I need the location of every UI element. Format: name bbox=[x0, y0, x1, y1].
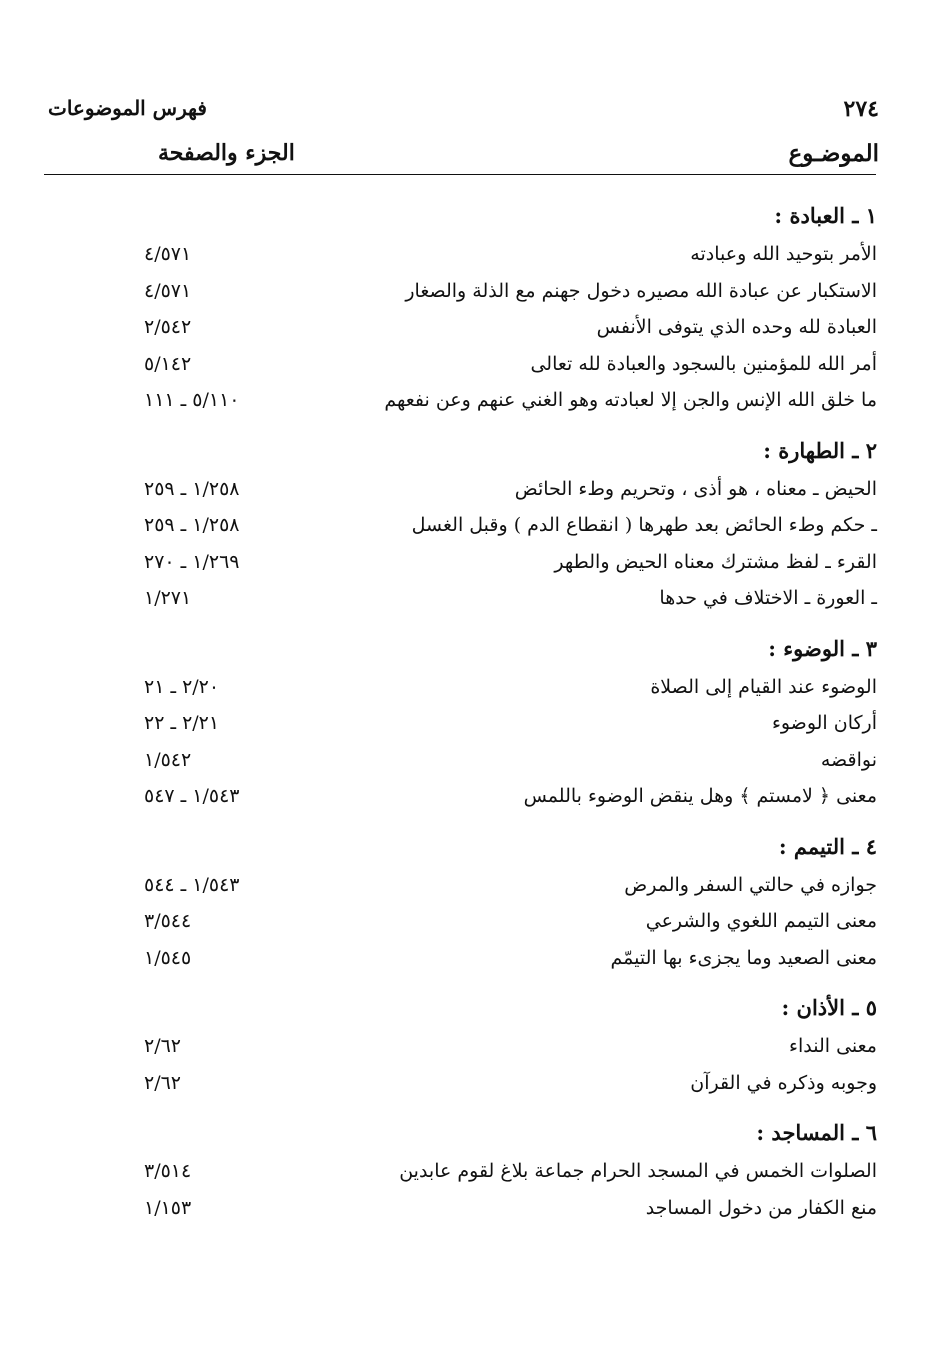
section-title: ٥ ـ الأذان : bbox=[781, 995, 877, 1020]
index-entry bbox=[48, 273, 877, 310]
entry-topic: الاستكبار عن عبادة الله مصيره دخول جهنم مع الذلة والصغار bbox=[405, 279, 877, 302]
entry-reference: ٢/٢١ ـ ٢٢ bbox=[144, 712, 220, 734]
section-title: ٤ ـ التيمم : bbox=[778, 833, 877, 859]
entry-reference: ٢/٥٤٢ bbox=[144, 316, 192, 338]
entry-reference: ١/٥٤٣ ـ ٥٤٤ bbox=[144, 873, 240, 896]
running-header bbox=[48, 96, 879, 130]
section-purification bbox=[48, 431, 877, 627]
entry-reference: ١/٢٥٨ ـ ٢٥٩ bbox=[144, 514, 240, 536]
entry-topic: الأمر بتوحيد الله وعبادته bbox=[690, 243, 877, 265]
entry-topic: الصلوات الخمس في المسجد الحرام جماعة بلاغ لقوم عابدين bbox=[399, 1160, 877, 1182]
entry-topic: معنى النداء bbox=[789, 1035, 877, 1057]
index-entry bbox=[48, 903, 877, 940]
entry-reference: ٢/٦٢ bbox=[144, 1071, 182, 1094]
index-entry bbox=[48, 742, 877, 779]
index-entry bbox=[48, 346, 877, 383]
entry-reference: ٣/٥١٤ bbox=[144, 1160, 192, 1182]
entry-topic: ما خلق الله الإنس والجن إلا لعبادته وهو الغني عنهم وعن نفعهم bbox=[384, 389, 877, 411]
index-entry bbox=[48, 471, 877, 508]
entry-topic: جوازه في حالتي السفر والمرض bbox=[624, 873, 877, 896]
entry-reference: ٢/٢٠ ـ ٢١ bbox=[144, 675, 220, 698]
section-ablution bbox=[48, 629, 877, 825]
topic-column-heading: الموضـوع bbox=[788, 140, 879, 167]
entry-reference: ١/٥٤٣ ـ ٥٤٧ bbox=[144, 785, 240, 807]
entry-reference: ٥/١٤٢ bbox=[144, 352, 192, 375]
index-entry bbox=[48, 580, 877, 617]
page-number: ٢٧٤ bbox=[843, 96, 879, 122]
entry-reference: ٢/٦٢ bbox=[144, 1035, 182, 1057]
index-entry bbox=[48, 705, 877, 742]
entry-topic: وجوبه وذكره في القرآن bbox=[690, 1071, 877, 1094]
section-title: ٢ ـ الطهارة : bbox=[763, 437, 877, 463]
index-entry bbox=[48, 236, 877, 273]
entry-reference: ١/١٥٣ bbox=[144, 1196, 192, 1219]
reference-column-heading: الجزء والصفحة bbox=[158, 140, 295, 166]
section-title: ٣ ـ الوضوء : bbox=[768, 635, 877, 661]
index-entry bbox=[48, 309, 877, 346]
entry-reference: ١/٢٥٨ ـ ٢٥٩ bbox=[144, 477, 240, 500]
index-entry bbox=[48, 1065, 877, 1102]
entry-topic: ـ حكم وطء الحائض بعد طهرها ( انقطاع الدم ) وقبل الغسل bbox=[411, 514, 877, 536]
entry-topic: معنى التيمم اللغوي والشرعي bbox=[645, 910, 877, 932]
index-entry bbox=[48, 778, 877, 815]
entry-topic: معنى ﴿ لامستم ﴾ وهل ينقض الوضوء باللمس bbox=[523, 785, 877, 807]
entry-topic: نواقضه bbox=[820, 748, 877, 771]
entry-reference: ٤/٥٧١ bbox=[144, 279, 192, 302]
header-divider bbox=[44, 174, 876, 175]
entry-topic: أمر الله للمؤمنين بالسجود والعبادة لله تعالى bbox=[530, 352, 877, 375]
entry-topic: معنى الصعيد وما يجزىء بها التيمّم bbox=[610, 946, 877, 969]
entry-reference: ١/٥٤٥ bbox=[144, 946, 192, 969]
index-entry bbox=[48, 867, 877, 904]
index-entry bbox=[48, 669, 877, 706]
section-worship bbox=[48, 196, 877, 429]
entry-reference: ١/٢٦٩ ـ ٢٧٠ bbox=[144, 550, 240, 573]
entry-topic: الوضوء عند القيام إلى الصلاة bbox=[650, 675, 877, 698]
entry-topic: القرء ـ لفظ مشترك معناه الحيض والطهر bbox=[554, 550, 877, 573]
entry-reference: ٤/٥٧١ bbox=[144, 243, 192, 265]
index-entry bbox=[48, 940, 877, 977]
entry-reference: ١/٢٧١ bbox=[144, 587, 192, 609]
index-entry bbox=[48, 507, 877, 544]
column-header bbox=[48, 140, 879, 174]
entry-reference: ٣/٥٤٤ bbox=[144, 910, 192, 932]
entry-reference: ١/٥٤٢ bbox=[144, 748, 192, 771]
entry-topic: الحيض ـ معناه ، هو أذى ، وتحريم وطء الحائض bbox=[514, 477, 877, 500]
index-entry bbox=[48, 544, 877, 581]
index-entry bbox=[48, 1028, 877, 1065]
running-title: فهرس الموضوعات bbox=[48, 96, 207, 120]
entry-topic: العبادة لله وحده الذي يتوفى الأنفس bbox=[596, 316, 877, 338]
topics-index bbox=[48, 196, 877, 1228]
section-title: ١ ـ العبادة : bbox=[774, 203, 877, 228]
section-mosques bbox=[48, 1113, 877, 1226]
entry-topic: ـ العورة ـ الاختلاف في حدها bbox=[659, 587, 877, 609]
index-entry bbox=[48, 382, 877, 419]
entry-topic: أركان الوضوء bbox=[771, 712, 877, 734]
entry-reference: ٥/١١٠ ـ ١١١ bbox=[144, 389, 240, 411]
index-entry bbox=[48, 1190, 877, 1227]
section-adhan bbox=[48, 988, 877, 1111]
section-tayammum bbox=[48, 827, 877, 987]
section-title: ٦ ـ المساجد : bbox=[756, 1120, 877, 1145]
entry-topic: منع الكفار من دخول المساجد bbox=[645, 1196, 877, 1219]
index-entry bbox=[48, 1153, 877, 1190]
